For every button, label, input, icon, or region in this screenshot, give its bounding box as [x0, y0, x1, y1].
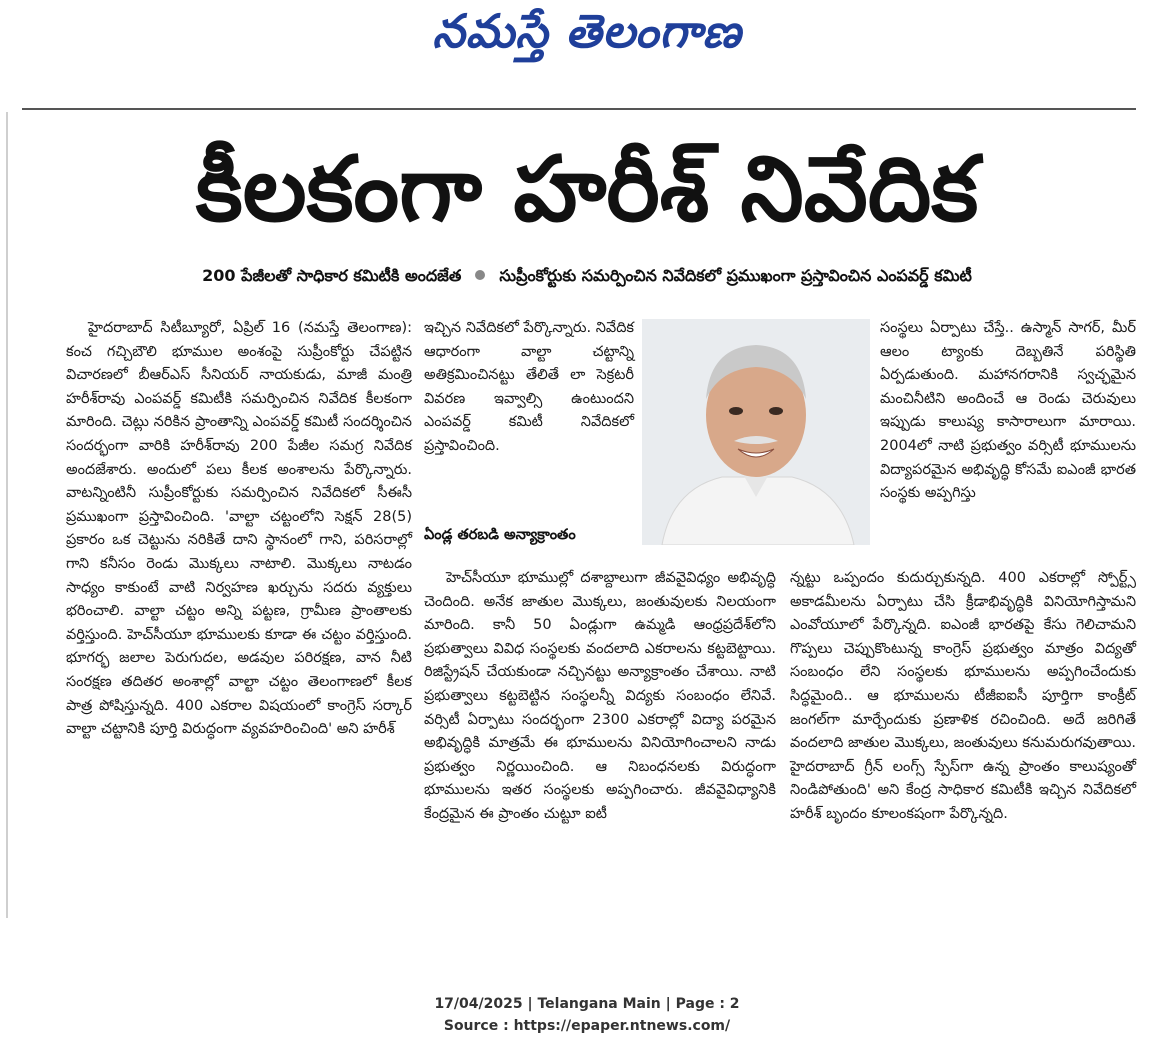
- article-column-2-bottom: [424, 567, 776, 827]
- column-3-bottom-text: న్నట్టు ఒప్పందం కుదుర్చుకున్నది. 400 ఎకరాల్లో స్పోర్ట్స్ అకాడమీలను ఏర్పాటు చేసి క్రీడాభివృద్ధికి వినియోగిస్తామని ఎంవోయూలో పేర్కొన్నది. ఐఎంజీ భారతపై కేసు గెలిచామని గొప్పలు చెప్పుకొంటున్న కాంగ్రెస్ ప్రభుత్వం మాత్రం విద్యతో సంబంధం లేని సంస్థలకు భూములను అప్పగించేందుకు సిద్ధమైంది.. ఆ భూములను టీజీఐఐసీ పూర్తిగా కాంక్రీట్ జంగల్‌గా మార్చేందుకు ప్రణాళిక రచించింది. అదే జరిగితే వందలాది జాతుల మొక్కలు, జంతువులు కనుమరుగవుతాయి. హైదరాబాద్ గ్రీన్ లంగ్స్ స్పేస్‌గా ఉన్న ప్రాంతం కాలుష్యంతో నిండిపోతుంది' అని కేంద్ర సాధికార కమిటీకి ఇచ్చిన నివేదికలో హరీశ్ బృందం కూలంకషంగా పేర్కొన్నది.: [790, 570, 1136, 822]
- footer-source: Source : https://epaper.ntnews.com/: [443, 1018, 731, 1034]
- column-2-top-text: ఇచ్చిన నివేదికలో పేర్కొన్నారు. నివేదిక ఆధారంగా వాల్టా చట్టాన్ని అతిక్రమించినట్టు తేలితే లా సెక్రటరీ వివరణ ఇవ్వాల్సి ఉంటుందని ఎంపవర్డ్ కమిటీ నివేదికలో ప్రస్తావించింది.: [424, 320, 634, 454]
- subhead-left: 200 పేజీలతో సాధికార కమిటీకి అందజేత: [202, 266, 462, 285]
- footer-date-edition: 17/04/2025 | Telangana Main | Page : 2: [434, 996, 740, 1012]
- article-column-3-top: [880, 317, 1136, 506]
- article-subheading: [0, 266, 1174, 289]
- column-2-bottom-text: హెచ్‌సీయూ భూముల్లో దశాబ్దాలుగా జీవవైవిధ్యం అభివృద్ధి చెందింది. అనేక జాతుల మొక్కలు, జంతువులకు నిలయంగా మారింది. కానీ 50 ఏండ్లుగా ఉమ్మడి ఆంధ్రప్రదేశ్‌లోని ప్రభుత్వాలు వివిధ సంస్థలకు వందలాది ఎకరాలను కట్టబెట్టాయి. రిజిస్ట్రేషన్ చేయకుండా నచ్చినట్టు అన్యాక్రాంతం చేశాయి. నాటి ప్రభుత్వాలు కట్టబెట్టిన సంస్థలన్నీ విద్యకు సంబంధం లేనివే. వర్సిటీ ఏర్పాటు సందర్భంగా 2300 ఎకరాల్లో విద్యా పరమైన అభివృద్ధికి మాత్రమే ఈ భూములను వినియోగించాలని నాడు ప్రభుత్వం నిర్ణయించింది. ఆ నిబంధనలకు విరుద్ధంగా భూములను ఇతర సంస్థలకు అప్పగించారు. జీవవైవిధ్యానికి కేంద్రమైన ఈ ప్రాంతం చుట్టూ ఐటీ: [424, 570, 776, 822]
- article-column-2-top: [424, 317, 634, 459]
- article-column-3-bottom: [790, 567, 1136, 827]
- portrait-photo: [642, 319, 870, 545]
- bullet-dot-icon: [475, 270, 485, 280]
- column-1-text: హైదరాబాద్ సిటీబ్యూరో, ఏప్రిల్ 16 (నమస్తే తెలంగాణ): కంచ గచ్చిబౌలి భూముల అంశంపై సుప్రీంకోర్టు చేపట్టిన విచారణలో బీఆర్ఎస్ సీనియర్ నాయకుడు, మాజీ మంత్రి హరీశ్‌రావు ఎంపవర్డ్ కమిటీకి సమర్పించిన నివేదిక కీలకంగా మారింది. చెట్లు నరికిన ప్రాంతాన్ని ఎంపవర్డ్ కమిటీ సందర్శించిన సందర్భంగా వారికి హరీశ్‌రావు 200 పేజీల సమగ్ర నివేదిక అందజేశారు. అందులో పలు కీలక అంశాలను పేర్కొన్నారు. వాటన్నింటినీ సుప్రీంకోర్టుకు సమర్పించిన నివేదికలో సీఈసీ ప్రముఖంగా ప్రస్తావించింది. 'వాల్టా చట్టంలోని సెక్షన్ 28(5) ప్రకారం ఒక చెట్టును నరికితే దాని స్థానంలో గాని, పరిసరాల్లో గాని కనీసం రెండు మొక్కలు నాటాలి. మొక్కలు నాటడం సాధ్యం కాకుంటే వాటి నిర్వహణ ఖర్చును సదరు వ్యక్తులు భరించాలి. వాల్టా చట్టం అన్ని పట్టణ, గ్రామీణ ప్రాంతాలకు వర్తిస్తుంది. హెచ్‌సీయూ భూములకు కూడా ఈ చట్టం వర్తిస్తుంది. భూగర్భ జలాల పెరుగుదల, అడవుల పరిరక్షణ, వాన నీటి సంరక్షణ తదితర అంశాల్లో వాల్టా చట్టం తెలంగాణలో కీలక పాత్ర పోషిస్తున్నది. 400 ఎకరాల విషయంలో కాంగ్రెస్ సర్కార్ వాల్టా చట్టానికి పూర్తి విరుద్ధంగా వ్యవహరించింది' అని హరీశ్: [66, 320, 412, 738]
- person-portrait-icon: [642, 319, 870, 545]
- column-3-top-text: సంస్థలు ఏర్పాటు చేస్తే.. ఉస్మాన్ సాగర్, మీర్ ఆలం ట్యాంకు దెబ్బతినే పరిస్థితి ఏర్పడుతుంది. మహానగరానికి స్వచ్ఛమైన మంచినీటిని అందించే ఆ రెండు చెరువులు ఇప్పుడు కాలుష్య కాసారాలుగా మారాయి. 2004లో నాటి ప్రభుత్వం వర్సిటీ భూములను విద్యాపరమైన అభివృద్ధి కోసమే ఐఎంజీ భారత సంస్థకు అప్పగిస్తు: [880, 320, 1136, 502]
- article-headline: కీలకంగా హరీశ్ నివేదిక: [195, 137, 979, 242]
- section-heading: ఏండ్ల తరబడి అన్యాక్రాంతం: [424, 527, 576, 543]
- subhead-right: సుప్రీంకోర్టుకు సమర్పించిన నివేదికలో ప్రముఖంగా ప్రస్తావించిన ఎంపవర్డ్ కమిటీ: [499, 266, 972, 285]
- article-column-1: [66, 317, 412, 742]
- masthead-logo: నమస్తే తెలంగాణ: [432, 4, 742, 58]
- masthead-divider: [22, 108, 1136, 110]
